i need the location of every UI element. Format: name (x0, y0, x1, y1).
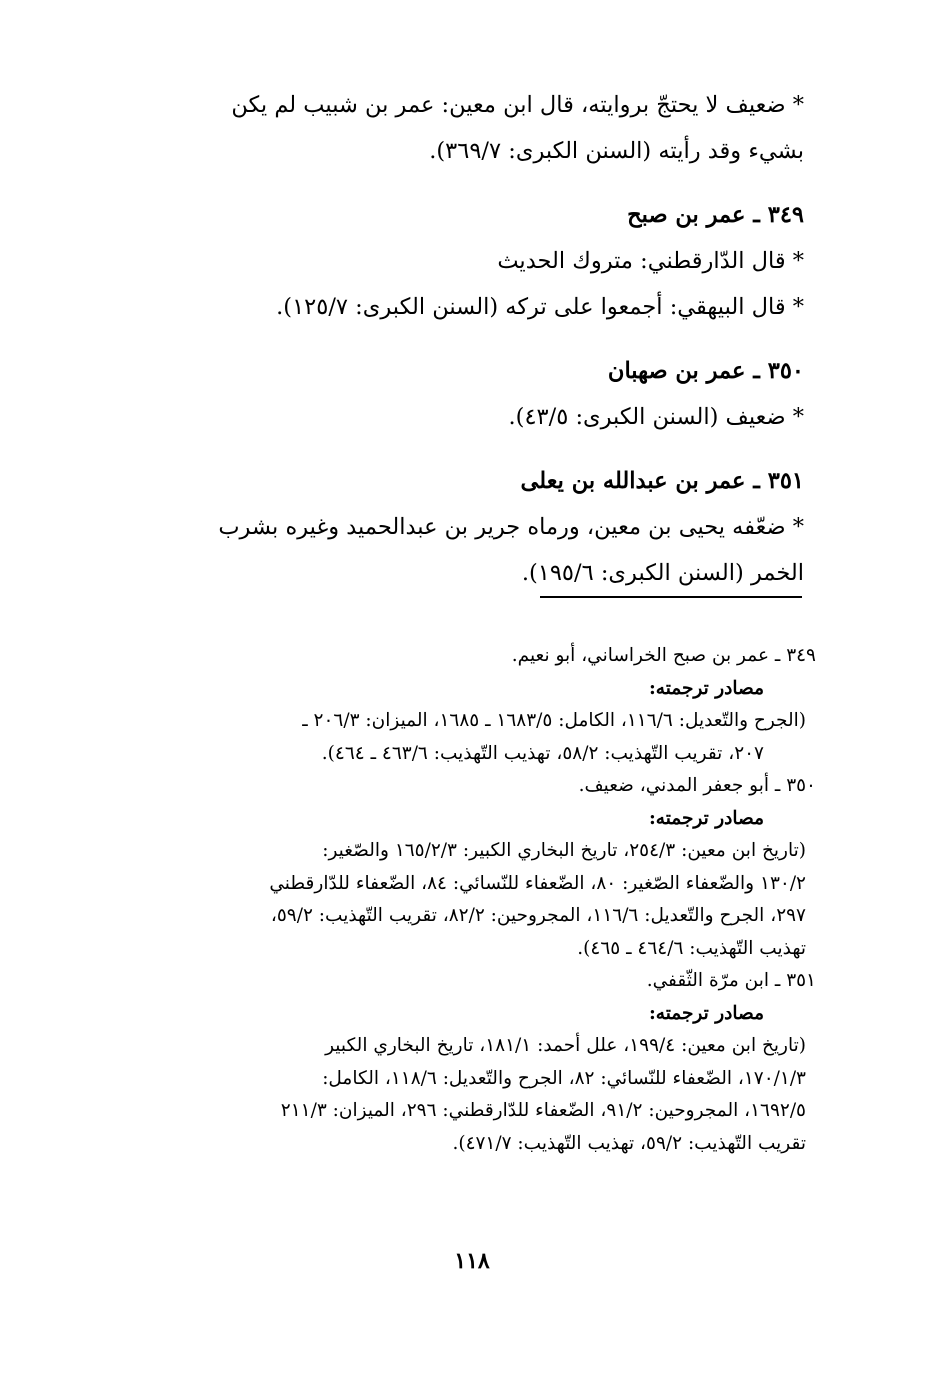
footnote-349-sources-title: مصادر ترجمته: (648, 677, 764, 699)
page-number: ١١٨ (454, 1248, 490, 1274)
footnote-349-line-2: ٢٠٧، تقريب التّهذيب: ٥٨/٢، تهذيب التّهذيب: ٤٦٣/٦ ـ ٤٦٤). (321, 742, 764, 764)
footnote-351-heading: ٣٥١ ـ ابن مرّة الثّقفي. (646, 970, 816, 991)
footnote-350-sources-title: مصادر ترجمته: (648, 807, 764, 829)
footnote-350-line-2: ١٣٠/٢ والضّعفاء الصّغير: ٨٠، الضّعفاء للنّسائي: ٨٤، الضّعفاء للدّارقطني (269, 872, 806, 894)
intro-line-2: بشيء وقد رأيته (السنن الكبرى: ٣٦٩/٧). (429, 138, 804, 164)
entry-350-line-1: * ضعيف (السنن الكبرى: ٤٣/٥). (508, 404, 804, 430)
intro-paragraph (104, 82, 804, 174)
footnote-350-line-3: ٢٩٧، الجرح والتّعديل: ١١٦/٦، المجروحين: ٨٢/٢، تقريب التّهذيب: ٥٩/٢، (270, 905, 806, 926)
footnote-349-line-1: (الجرح والتّعديل: ١١٦/٦، الكامل: ١٦٨٣/٥ ـ ١٦٨٥، الميزان: ٢٠٦/٣ ـ (302, 710, 806, 731)
entry-351-heading: ٣٥١ ـ عمر بن عبدالله بن يعلى (520, 468, 804, 494)
footnote-351-line-1: (تاريخ ابن معين: ١٩٩/٤، علل أحمد: ١٨١/١، تاريخ البخاري الكبير (325, 1035, 806, 1056)
entry-349 (104, 192, 804, 330)
footnote-349-heading: ٣٤٩ ـ عمر بن صبح الخراساني، أبو نعيم. (511, 645, 816, 666)
footnote-349 (106, 640, 816, 770)
footnote-divider (540, 596, 802, 598)
entry-350 (104, 348, 804, 440)
footnote-350-line-1: (تاريخ ابن معين: ٢٥٤/٣، تاريخ البخاري الكبير: ١٦٥/٢/٣ والصّغير: (322, 840, 806, 861)
footnote-351 (106, 965, 816, 1160)
entry-351 (104, 458, 804, 596)
footnote-351-sources-title: مصادر ترجمته: (648, 1002, 764, 1024)
footnote-351-line-3: ١٦٩٢/٥، المجروحين: ٩١/٢، الضّعفاء للدّارقطني: ٢٩٦، الميزان: ٢١١/٣ (280, 1100, 806, 1121)
footnotes (106, 640, 816, 1160)
footnote-351-line-2: ١٧٠/١/٣، الضّعفاء للنّسائي: ٨٢، الجرح والتّعديل: ١١٨/٦، الكامل: (322, 1067, 806, 1089)
entry-349-line-1: * قال الدّارقطني: متروك الحديث (497, 248, 804, 274)
footnote-350-line-4: تهذيب التّهذيب: ٤٦٤/٦ ـ ٤٦٥). (577, 937, 806, 959)
entry-351-line-1: * ضعّفه يحيى بن معين، ورماه جرير بن عبدالحميد وغيره بشرب (218, 514, 804, 540)
footnote-350-heading: ٣٥٠ ـ أبو جعفر المدني، ضعيف. (578, 775, 816, 796)
footnote-350 (106, 770, 816, 965)
intro-line-1: * ضعيف لا يحتجّ بروايته، قال ابن معين: عمر بن شبيب لم يكن (231, 92, 804, 118)
main-text (104, 82, 804, 596)
entry-349-line-2: * قال البيهقي: أجمعوا على تركه (السنن الكبرى: ١٢٥/٧). (276, 294, 804, 320)
entry-349-heading: ٣٤٩ ـ عمر بن صبح (627, 202, 804, 228)
entry-351-line-2: الخمر (السنن الكبرى: ١٩٥/٦). (521, 560, 804, 586)
footnote-351-line-4: تقريب التّهذيب: ٥٩/٢، تهذيب التّهذيب: ٤٧١/٧). (452, 1132, 806, 1154)
entry-350-heading: ٣٥٠ ـ عمر بن صهبان (607, 358, 804, 384)
